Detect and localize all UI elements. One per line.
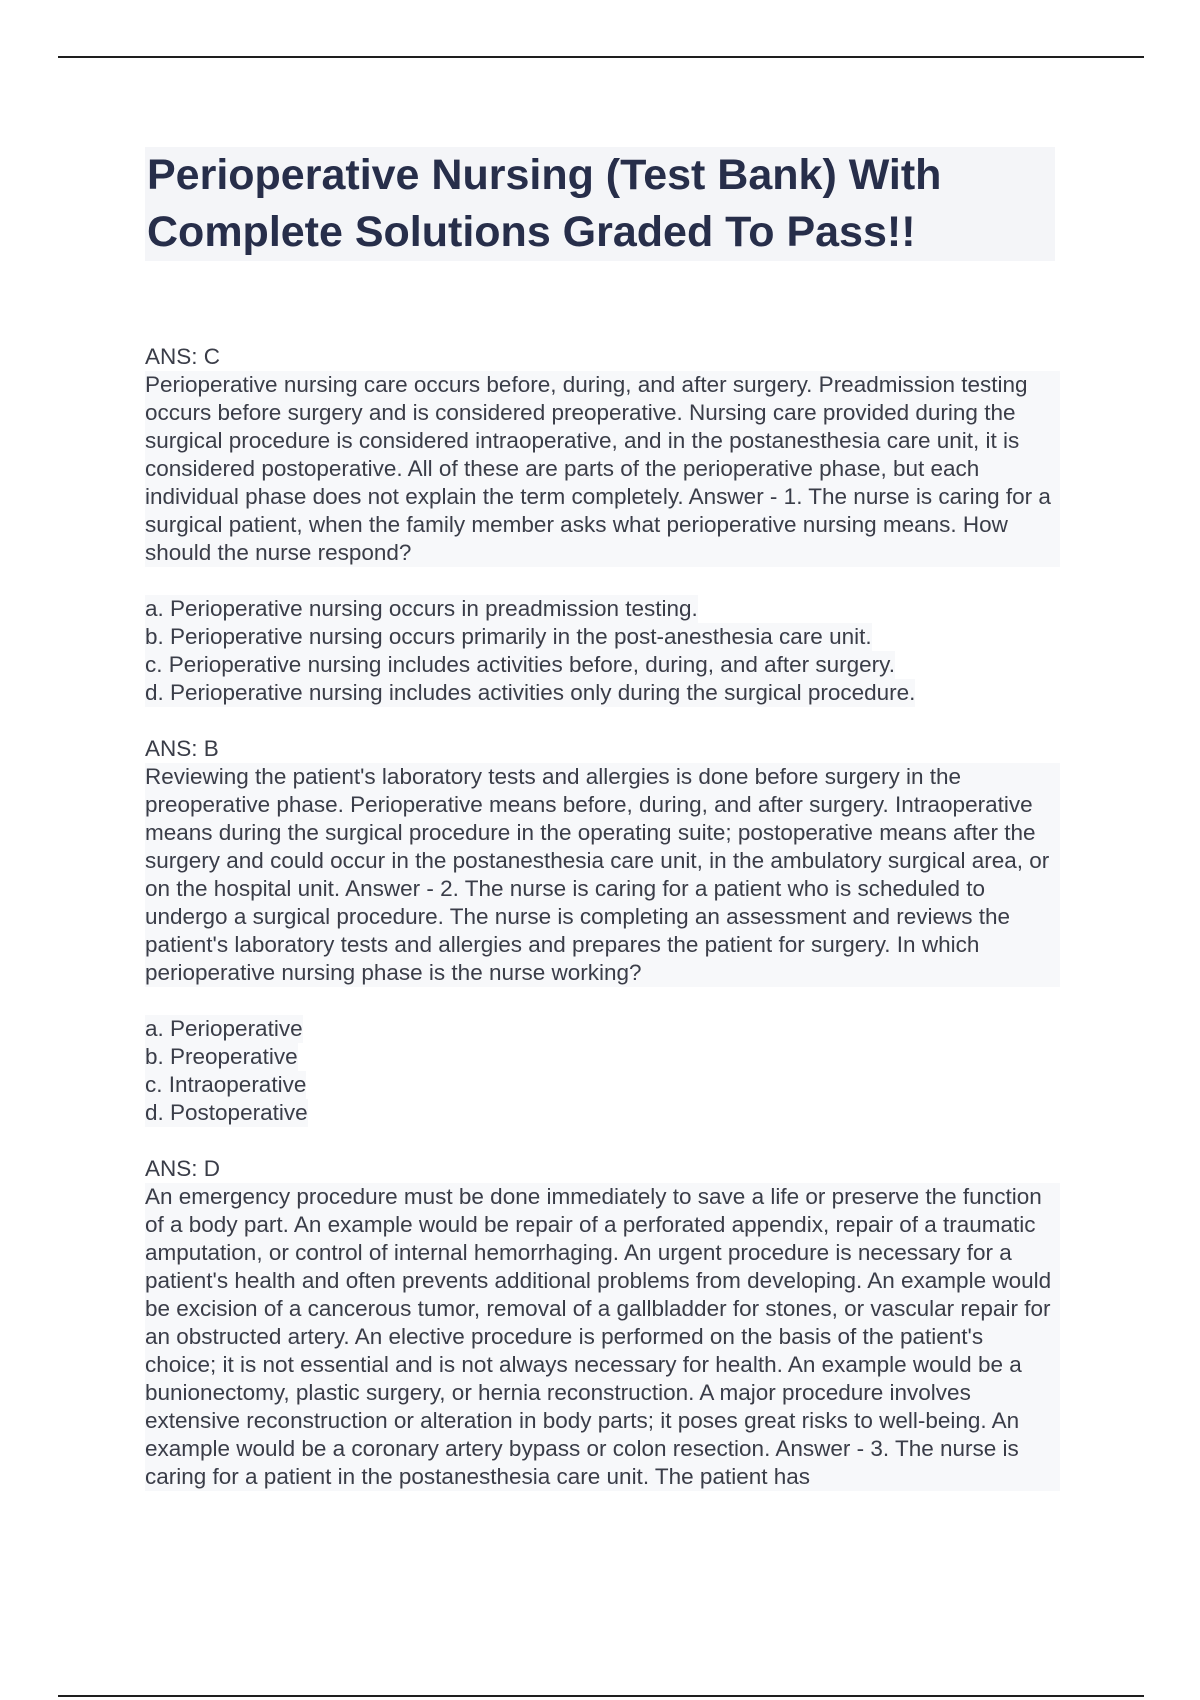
option-item: a. Perioperative nursing occurs in preadmission testing. xyxy=(145,596,698,621)
answer-key: ANS: C xyxy=(145,344,221,369)
option-list xyxy=(145,595,1060,707)
option-item: b. Preoperative xyxy=(145,1044,298,1069)
option-list xyxy=(145,1015,1060,1127)
answer-key: ANS: B xyxy=(145,736,219,761)
document-content xyxy=(145,147,1060,1491)
top-rule xyxy=(58,56,1144,58)
option-item: d. Postoperative xyxy=(145,1100,308,1125)
document-title: Perioperative Nursing (Test Bank) With Complete Solutions Graded To Pass!! xyxy=(145,147,1055,261)
rationale-paragraph: An emergency procedure must be done immediately to save a life or preserve the function of a body part. An example would be repair of a perforated appendix, repair of a traumatic amputation, or control of internal hemorrhaging. An urgent procedure is necessary for a patient's health and often prevents additional problems from developing. An example would be excision of a cancerous tumor, removal of a gallbladder for stones, or vascular repair for an obstructed artery. An elective procedure is performed on the basis of the patient's choice; it is not essential and is not always necessary for health. An example would be a bunionectomy, plastic surgery, or hernia reconstruction. A major procedure involves extensive reconstruction or alteration in body parts; it poses great risks to well-being. An example would be a coronary artery bypass or colon resection. Answer - 3. The nurse is caring for a patient in the postanesthesia care unit. The patient has xyxy=(145,1183,1060,1491)
answer-block-1 xyxy=(145,343,1060,707)
answer-block-2 xyxy=(145,735,1060,1127)
bottom-rule xyxy=(58,1695,1144,1697)
option-item: b. Perioperative nursing occurs primarily in the post-anesthesia care unit. xyxy=(145,624,872,649)
answer-key: ANS: D xyxy=(145,1156,221,1181)
document-body xyxy=(145,343,1060,1491)
rationale-paragraph: Reviewing the patient's laboratory tests and allergies is done before surgery in the preoperative phase. Perioperative means before, during, and after surgery. Intraoperative means during the surgical procedure in the operating suite; postoperative means after the surgery and could occur in the postanesthesia care unit, in the ambulatory surgical area, or on the hospital unit. Answer - 2. The nurse is caring for a patient who is scheduled to undergo a surgical procedure. The nurse is completing an assessment and reviews the patient's laboratory tests and allergies and prepares the patient for surgery. In which perioperative nursing phase is the nurse working? xyxy=(145,763,1060,987)
option-item: c. Perioperative nursing includes activities before, during, and after surgery. xyxy=(145,652,895,677)
option-item: a. Perioperative xyxy=(145,1016,303,1041)
rationale-paragraph: Perioperative nursing care occurs before, during, and after surgery. Preadmission testing occurs before surgery and is considered preoperative. Nursing care provided during the surgical procedure is considered intraoperative, and in the postanesthesia care unit, it is considered postoperative. All of these are parts of the perioperative phase, but each individual phase does not explain the term completely. Answer - 1. The nurse is caring for a surgical patient, when the family member asks what perioperative nursing means. How should the nurse respond? xyxy=(145,371,1060,567)
option-item: c. Intraoperative xyxy=(145,1072,307,1097)
option-item: d. Perioperative nursing includes activities only during the surgical procedure. xyxy=(145,680,916,705)
answer-block-3 xyxy=(145,1155,1060,1491)
